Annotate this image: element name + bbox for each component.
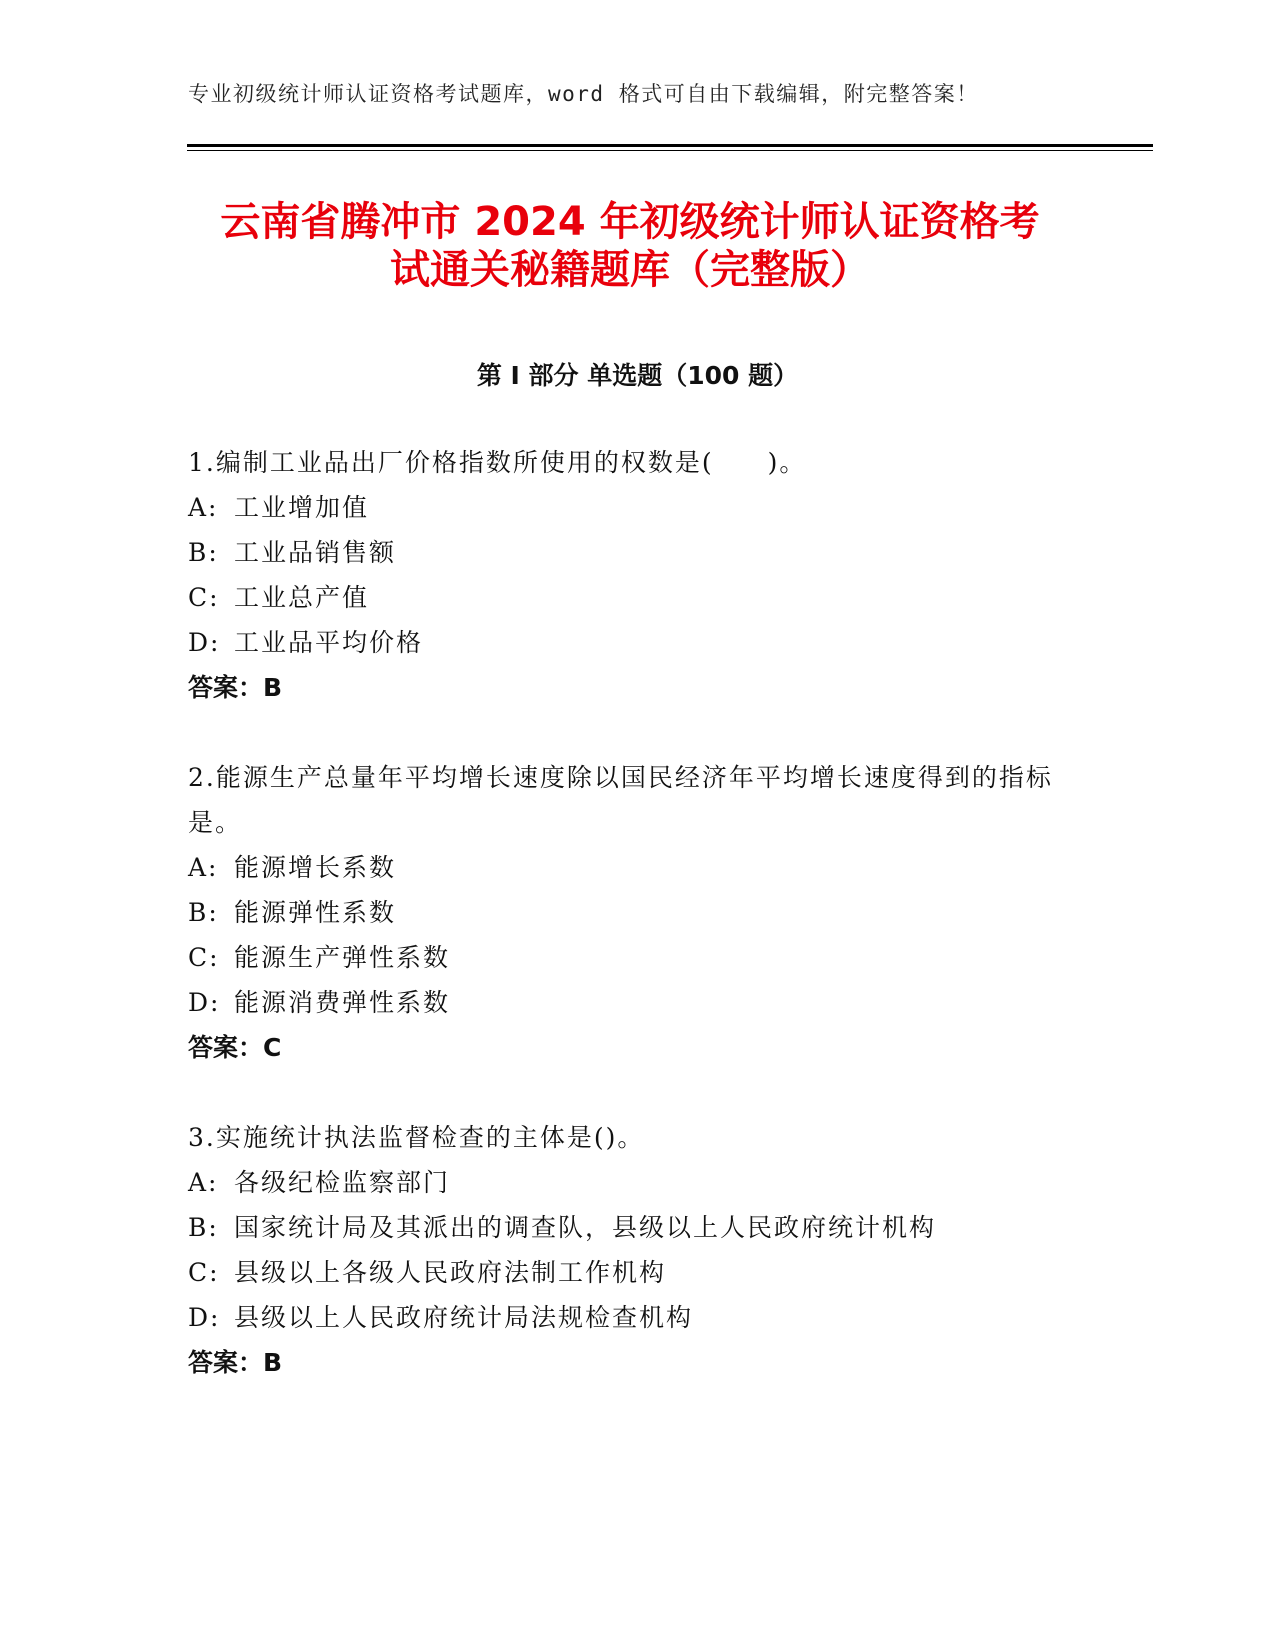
question-stem: 3.实施统计执法监督检查的主体是()。 bbox=[188, 1123, 645, 1152]
option-text: 工业品销售额 bbox=[234, 538, 397, 567]
answer: 答案：C bbox=[188, 1033, 282, 1062]
option-d bbox=[188, 980, 1088, 1025]
option-letter: B: bbox=[188, 538, 219, 567]
option-letter: A: bbox=[188, 1168, 219, 1197]
option-d bbox=[188, 620, 1088, 665]
header-note: 专业初级统计师认证资格考试题库，word 格式可自由下载编辑，附完整答案！ bbox=[188, 82, 979, 106]
option-b bbox=[188, 1205, 1088, 1250]
option-letter: C: bbox=[188, 1258, 220, 1287]
option-letter: A: bbox=[188, 853, 219, 882]
header-rule-thin bbox=[187, 150, 1153, 151]
option-text: 工业增加值 bbox=[234, 493, 370, 522]
section-heading: 第 I 部分 单选题（100 题） bbox=[476, 361, 799, 390]
option-a bbox=[188, 1160, 1088, 1205]
option-letter: D: bbox=[188, 988, 221, 1017]
option-text: 县级以上各级人民政府法制工作机构 bbox=[234, 1258, 667, 1287]
option-text: 各级纪检监察部门 bbox=[234, 1168, 451, 1197]
option-letter: B: bbox=[188, 898, 219, 927]
option-text: 能源消费弹性系数 bbox=[234, 988, 451, 1017]
option-d bbox=[188, 1295, 1088, 1340]
question-1 bbox=[188, 440, 1088, 710]
option-letter: C: bbox=[188, 943, 220, 972]
option-letter: D: bbox=[188, 1303, 221, 1332]
option-a bbox=[188, 845, 1088, 890]
option-text: 工业总产值 bbox=[234, 583, 370, 612]
question-stem: 1.编制工业品出厂价格指数所使用的权数是( )。 bbox=[188, 448, 807, 477]
title-line-2: 试通关秘籍题库（完整版） bbox=[390, 247, 870, 293]
answer: 答案：B bbox=[188, 1348, 283, 1377]
option-letter: A: bbox=[188, 493, 219, 522]
question-2 bbox=[188, 755, 1088, 1070]
option-text: 国家统计局及其派出的调查队，县级以上人民政府统计机构 bbox=[234, 1213, 937, 1242]
question-list bbox=[188, 440, 1088, 1430]
answer: 答案：B bbox=[188, 673, 283, 702]
title-line-1: 云南省腾冲市 2024 年初级统计师认证资格考 bbox=[220, 199, 1040, 245]
option-letter: D: bbox=[188, 628, 221, 657]
option-text: 能源增长系数 bbox=[234, 853, 397, 882]
question-stem: 2.能源生产总量年平均增长速度除以国民经济年平均增长速度得到的指标是。 bbox=[188, 763, 1053, 837]
option-b bbox=[188, 890, 1088, 935]
option-letter: C: bbox=[188, 583, 220, 612]
option-text: 县级以上人民政府统计局法规检查机构 bbox=[234, 1303, 694, 1332]
option-text: 能源生产弹性系数 bbox=[234, 943, 451, 972]
option-c bbox=[188, 1250, 1088, 1295]
option-text: 能源弹性系数 bbox=[234, 898, 397, 927]
option-b bbox=[188, 530, 1088, 575]
question-3 bbox=[188, 1115, 1088, 1385]
option-text: 工业品平均价格 bbox=[234, 628, 424, 657]
document-title bbox=[160, 198, 1100, 294]
option-c bbox=[188, 935, 1088, 980]
option-c bbox=[188, 575, 1088, 620]
option-a bbox=[188, 485, 1088, 530]
header-rule-thick bbox=[187, 144, 1153, 147]
option-letter: B: bbox=[188, 1213, 219, 1242]
